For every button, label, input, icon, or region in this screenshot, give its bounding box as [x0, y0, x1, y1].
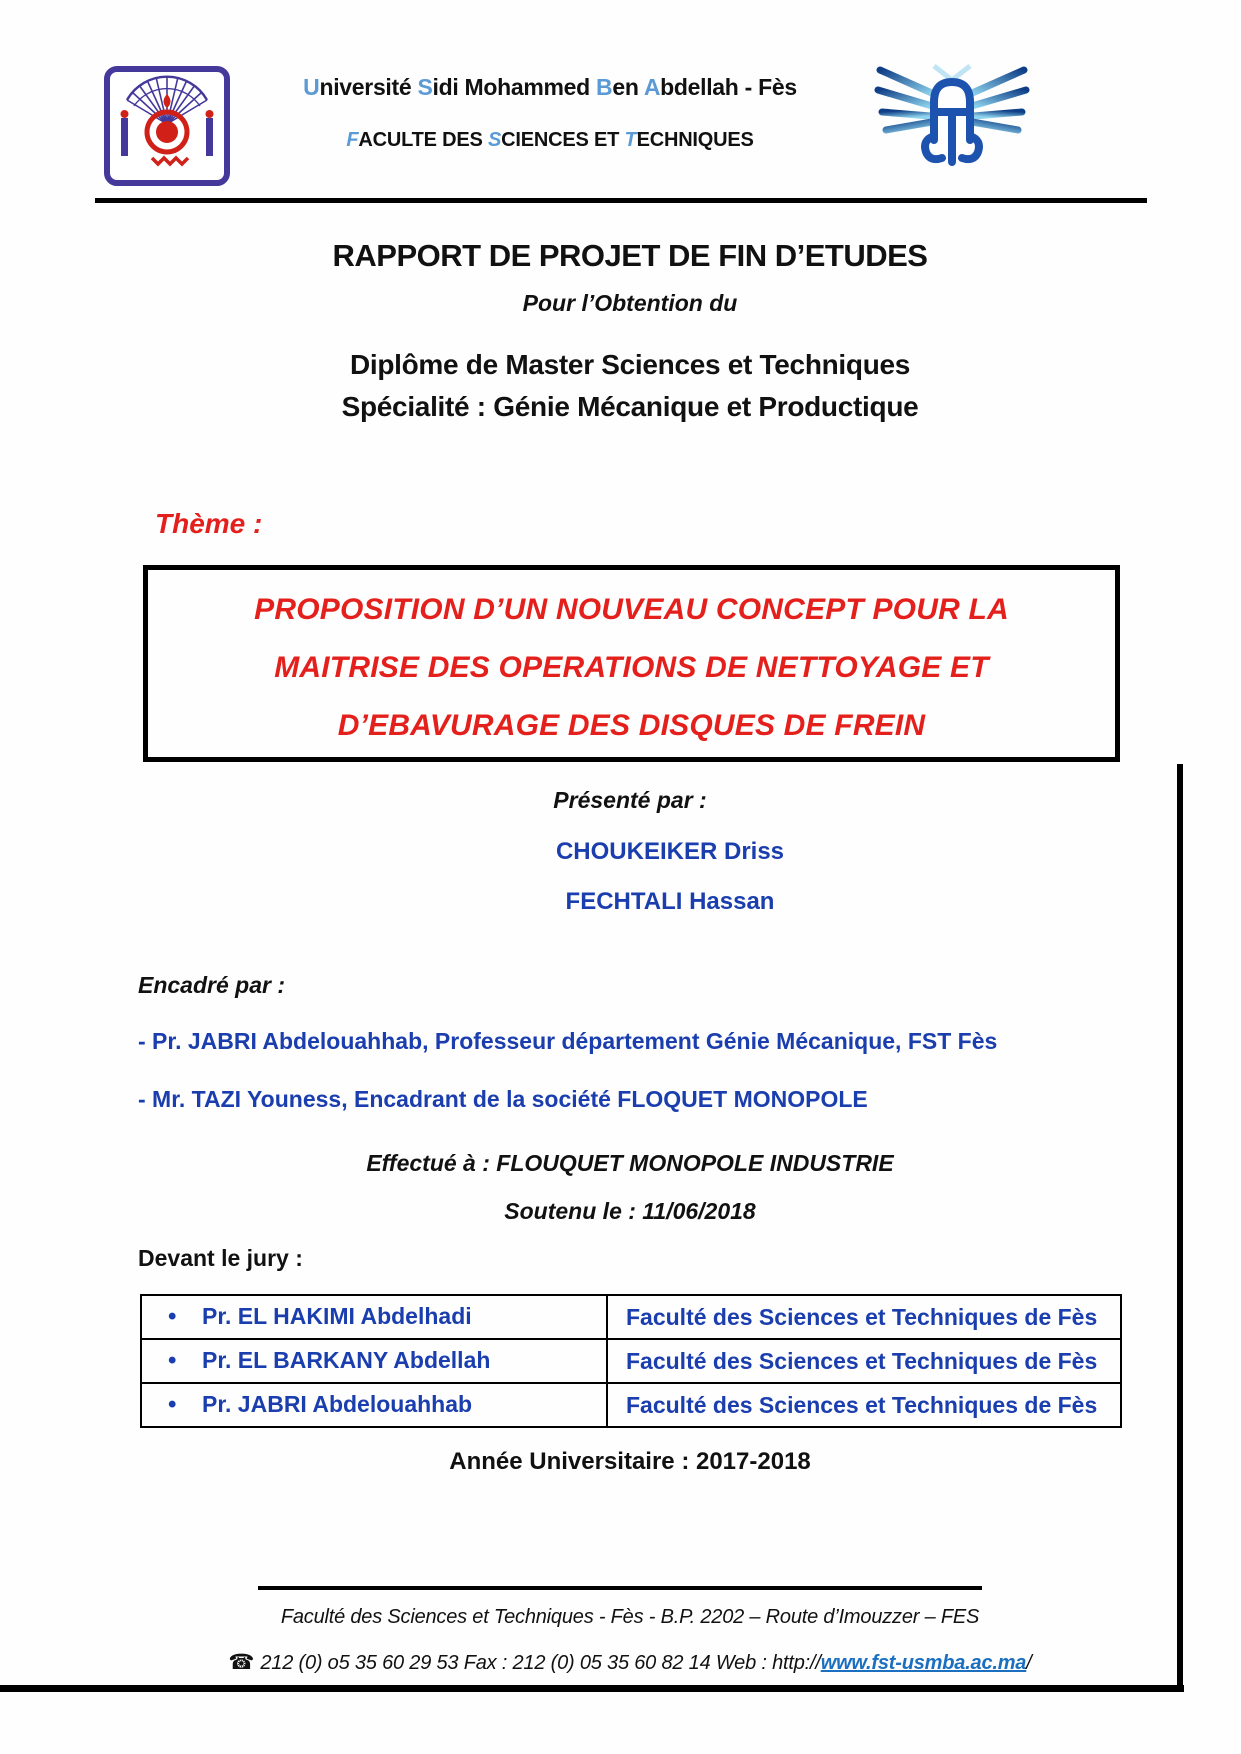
bullet-icon: •: [168, 1391, 177, 1418]
footer-contact-text: 212 (0) o5 35 60 29 53 Fax : 212 (0) 05 35 60 82 14 Web : http://: [260, 1652, 821, 1674]
report-title: RAPPORT DE PROJET DE FIN D’ETUDES: [332, 238, 928, 273]
obtention-subtitle: Pour l’Obtention du: [522, 290, 738, 316]
jury-member-name: Pr. EL HAKIMI Abdelhadi: [202, 1303, 472, 1329]
faculty-text: ACULTE DES: [358, 129, 488, 151]
presented-by-label: Présenté par :: [553, 787, 707, 813]
university-text: en: [612, 74, 644, 100]
faculty-initial-s: S: [488, 129, 502, 151]
jury-label: Devant le jury :: [138, 1245, 303, 1271]
defense-date: Soutenu le : 11/06/2018: [504, 1198, 756, 1224]
university-city: - Fès: [738, 74, 797, 100]
theme-line-2: MAITRISE DES OPERATIONS DE NETTOYAGE ET: [274, 651, 989, 684]
diploma-line-1: Diplôme de Master Sciences et Techniques: [349, 349, 911, 380]
theme-label: Thème :: [155, 508, 263, 539]
university-initial-u: U: [303, 74, 320, 100]
footer-contact-line: [80, 1650, 1180, 1675]
theme-line-1: PROPOSITION D’UN NOUVEAU CONCEPT POUR LA: [254, 593, 1009, 626]
faculty-text: ECHNIQUES: [636, 129, 754, 151]
theme-line-3: D’EBAVURAGE DES DISQUES DE FREIN: [337, 709, 926, 742]
university-initial-b: B: [596, 74, 613, 100]
page-frame-bottom-line: [0, 1685, 1184, 1692]
header-text-block: [240, 74, 860, 152]
supervisor-1: - Pr. JABRI Abdelouahhab, Professeur département Génie Mécanique, FST Fès: [138, 1028, 998, 1054]
fst-faculty-logo: [872, 60, 1032, 178]
jury-row-1: [141, 1295, 1121, 1339]
supervised-by-label: Encadré par :: [138, 972, 285, 998]
diploma-line-2: Spécialité : Génie Mécanique et Productique: [341, 391, 919, 422]
university-text: bdellah: [660, 74, 739, 100]
jury-row-3: [141, 1383, 1121, 1427]
university-text: idi Mohammed: [432, 74, 597, 100]
bullet-icon: •: [168, 1347, 177, 1374]
author-1: CHOUKEIKER Driss: [555, 838, 785, 865]
diploma-title: [110, 344, 1150, 428]
page-frame-vertical-line: [1177, 764, 1183, 1692]
fst-website-link[interactable]: www.fst-usmba.ac.ma: [820, 1652, 1027, 1674]
jury-row-2: [141, 1339, 1121, 1383]
university-text: niversité: [319, 74, 418, 100]
header-divider-line: [95, 198, 1147, 203]
jury-member-affiliation: Faculté des Sciences et Techniques de Fès: [607, 1383, 1121, 1427]
theme-box: [143, 565, 1120, 762]
carried-out-at: Effectué à : FLOUQUET MONOPOLE INDUSTRIE: [366, 1150, 894, 1176]
faculty-initial-f: F: [346, 129, 359, 151]
footer-contact-suffix: /: [1026, 1652, 1032, 1674]
telephone-icon: ☎: [228, 1651, 255, 1674]
author-2: FECHTALI Hassan: [565, 888, 775, 915]
jury-member-affiliation: Faculté des Sciences et Techniques de Fès: [607, 1339, 1121, 1383]
supervisor-2: - Mr. TAZI Youness, Encadrant de la société FLOQUET MONOPOLE: [138, 1086, 868, 1112]
university-name-line: [240, 74, 860, 101]
faculty-initial-t: T: [624, 129, 637, 151]
footer-divider-line: [258, 1586, 982, 1590]
usmba-university-logo: [104, 66, 230, 186]
jury-table: [140, 1294, 1122, 1428]
jury-member-affiliation: Faculté des Sciences et Techniques de Fès: [607, 1295, 1121, 1339]
university-initial-s: S: [417, 74, 433, 100]
faculty-name-line: [240, 129, 860, 152]
bullet-icon: •: [168, 1303, 177, 1330]
jury-member-name: Pr. JABRI Abdelouahhab: [202, 1391, 473, 1417]
footer-address: Faculté des Sciences et Techniques - Fès - B.P. 2202 – Route d’Imouzzer – FES: [280, 1606, 980, 1628]
jury-member-name: Pr. EL BARKANY Abdellah: [202, 1347, 491, 1373]
faculty-text: CIENCES ET: [501, 129, 625, 151]
academic-year: Année Universitaire : 2017-2018: [449, 1448, 811, 1475]
university-initial-a: A: [643, 74, 661, 100]
